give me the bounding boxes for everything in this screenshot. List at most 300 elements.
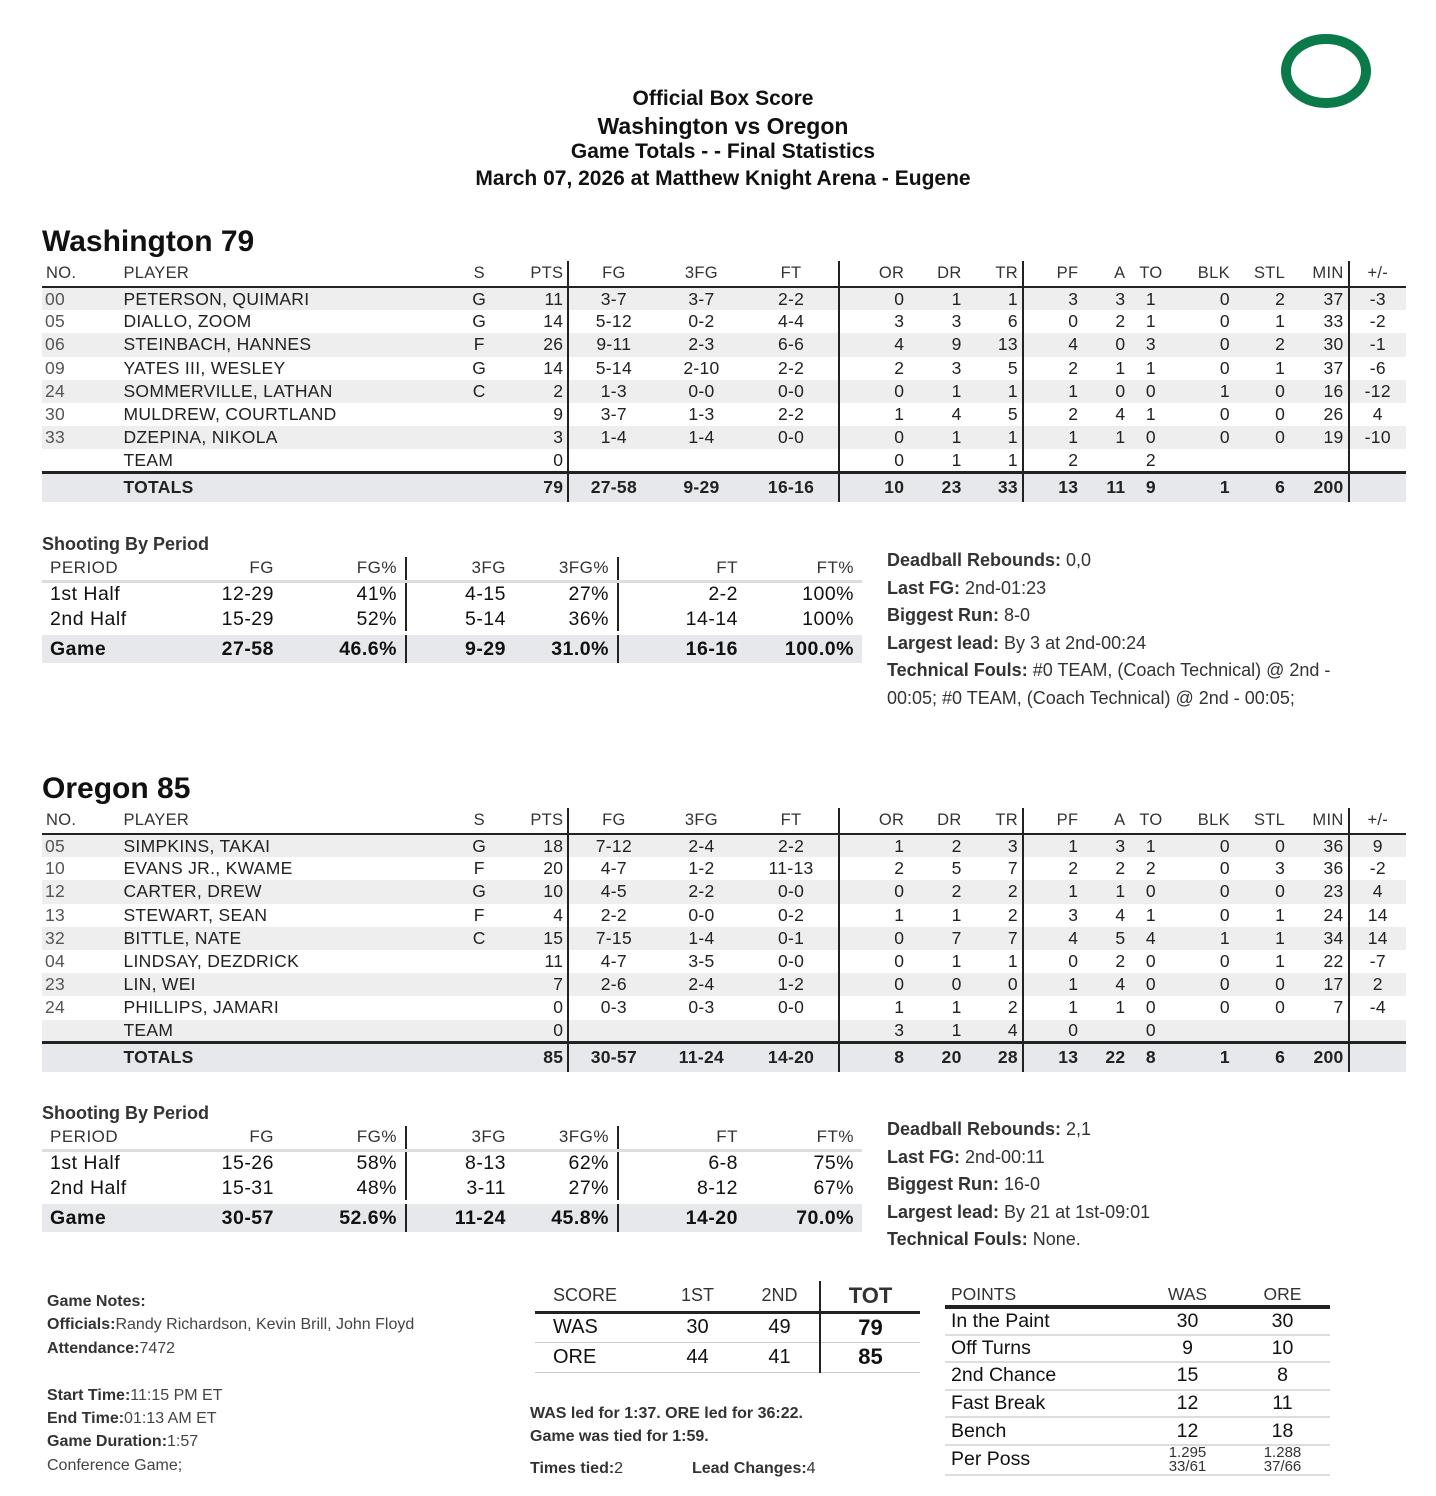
stat-cell: 0: [839, 287, 909, 310]
stat-cell: TEAM: [103, 1020, 441, 1043]
stat-cell: -2: [1369, 311, 1386, 332]
points-cell: 18: [1235, 1417, 1330, 1445]
stat-cell: 26: [1289, 403, 1348, 426]
points-cell: 12: [1140, 1417, 1235, 1445]
stat-cell: 1-2: [744, 973, 838, 996]
stat-cell: SOMMERVILLE, LATHAN: [103, 380, 441, 403]
stat-cell: 18: [517, 834, 568, 857]
totals-cell: 10: [839, 473, 909, 502]
team-title-washington: Washington 79: [42, 225, 255, 258]
shooting-cell: 41%: [282, 581, 406, 607]
stat-cell: 0: [1234, 426, 1289, 449]
stat-cell: F: [473, 858, 485, 879]
shooting-cell: 12-29: [221, 583, 274, 606]
stat-cell: 30: [45, 404, 66, 425]
game-note-label: Attendance:: [47, 1339, 140, 1357]
shooting-game-cell: 14-20: [618, 1202, 746, 1232]
player-row: [42, 996, 1406, 1019]
stat-cell: 3: [1129, 333, 1172, 356]
col-header: OR: [839, 808, 909, 834]
stat-cell: [658, 1020, 744, 1043]
score-header-row: [535, 1281, 920, 1312]
shooting-cell: 8-12: [696, 1176, 738, 1199]
box-score-oregon: [42, 808, 1406, 1072]
player-row: [42, 310, 1406, 333]
stat-cell: 17: [1289, 973, 1348, 996]
stat-cell: [1172, 449, 1233, 472]
stat-cell: 11: [517, 287, 568, 310]
score-row: [535, 1312, 920, 1342]
stat-cell: [1349, 449, 1406, 472]
stat-cell: 1: [1145, 904, 1156, 925]
stat-cell: 0: [1219, 357, 1230, 378]
points-cell: 12: [1140, 1390, 1235, 1418]
stat-cell: 6: [966, 310, 1023, 333]
points-cell: 30: [1235, 1307, 1330, 1335]
points-row-per-poss: [945, 1445, 1330, 1475]
stat-cell: 1: [839, 834, 909, 857]
note-value: 8-0: [999, 605, 1031, 625]
player-row: [42, 287, 1406, 310]
team-note: [887, 1226, 1377, 1254]
shooting-header-row: [42, 1126, 862, 1150]
stat-cell: 2-6: [568, 973, 658, 996]
stat-cell: [42, 1020, 103, 1043]
game-note-value: Conference Game;: [47, 1456, 183, 1474]
stat-cell: STEWART, SEAN: [123, 904, 268, 925]
stat-cell: 0: [1172, 973, 1233, 996]
stat-cell: 0-0: [744, 426, 838, 449]
per-poss-was: 1.295: [1168, 1443, 1207, 1461]
team-note: [887, 1144, 1377, 1172]
stat-cell: 1: [1129, 834, 1172, 857]
shooting-col-header: FG%: [282, 557, 406, 581]
game-note: [47, 1290, 414, 1313]
stat-cell: 0-2: [688, 311, 715, 332]
note-value: 0,0: [1061, 550, 1092, 570]
stat-cell: 0: [839, 880, 909, 903]
stat-cell: [1234, 1020, 1289, 1043]
stat-cell: 10: [45, 858, 66, 879]
game-note: [47, 1360, 414, 1383]
player-row: [42, 880, 1406, 903]
shooting-label-washington: Shooting By Period: [42, 534, 210, 554]
totals-cell: 200: [1289, 1043, 1348, 1072]
stat-cell: G: [441, 834, 517, 857]
col-header: BLK: [1172, 261, 1233, 287]
stat-cell: 0: [1234, 880, 1289, 903]
shooting-col-header: FT: [618, 557, 746, 581]
player-row: [42, 857, 1406, 880]
stat-cell: 1-4: [568, 426, 658, 449]
shooting-game-cell: 11-24: [406, 1202, 514, 1232]
header-line4: March 07, 2026 at Matthew Knight Arena - Eugene: [475, 166, 971, 190]
stat-cell: 3: [517, 426, 568, 449]
totals-row: [42, 473, 1406, 502]
stat-cell: 0: [1172, 333, 1233, 356]
stat-cell: 9: [1349, 834, 1406, 857]
points-cell: 30: [1140, 1307, 1235, 1335]
points-cell: Fast Break: [945, 1390, 1140, 1418]
stat-cell: CARTER, DREW: [103, 880, 441, 903]
stat-cell: 2: [1145, 858, 1156, 879]
stat-cell: 4-5: [568, 880, 658, 903]
stat-cell: 4: [517, 904, 568, 927]
stat-cell: 3: [839, 1020, 909, 1043]
col-header: PLAYER: [103, 808, 441, 834]
stat-cell: 2: [908, 834, 965, 857]
stat-cell: 3: [1068, 904, 1079, 925]
stat-cell: 4: [951, 404, 962, 425]
stat-cell: 12: [42, 880, 103, 903]
stat-cell: 1: [1115, 357, 1126, 378]
col-header: TR: [966, 808, 1023, 834]
shooting-game-cell: 9-29: [406, 633, 514, 663]
stat-cell: PHILLIPS, JAMARI: [123, 997, 279, 1018]
points-row: [945, 1417, 1330, 1445]
stat-cell: 2: [908, 880, 965, 903]
note-label: Largest lead:: [887, 632, 1000, 653]
stat-cell: [441, 449, 517, 472]
stat-cell: 0: [1275, 404, 1286, 425]
game-note-label: Officials:: [47, 1316, 116, 1334]
points-row: [945, 1335, 1330, 1363]
totals-cell: 79: [517, 473, 568, 502]
shooting-cell: 3-11: [466, 1176, 506, 1199]
box-header-row: [42, 261, 1406, 287]
stat-cell: 2: [1115, 311, 1126, 332]
stat-cell: 3-7: [568, 287, 658, 310]
stat-cell: [441, 950, 517, 973]
stat-cell: 2: [894, 357, 905, 378]
game-note: [47, 1454, 414, 1477]
shooting-cell: 100%: [802, 607, 854, 630]
shooting-game-cell: 70.0%: [746, 1202, 862, 1232]
stat-cell: 0-0: [744, 380, 838, 403]
stat-cell: -6: [1369, 357, 1386, 378]
col-header: STL: [1234, 808, 1289, 834]
stat-cell: 2-2: [744, 357, 838, 380]
stat-cell: 2: [1068, 404, 1079, 425]
stat-cell: 1: [1145, 311, 1156, 332]
stat-cell: EVANS JR., KWAME: [123, 858, 293, 879]
stat-cell: 0: [1275, 997, 1286, 1018]
shooting-cell: 100%: [802, 583, 854, 606]
game-note: [47, 1407, 414, 1430]
team-note: [887, 1171, 1377, 1199]
totals-cell: 13: [1023, 473, 1082, 502]
totals-cell: [1349, 473, 1406, 502]
header-line3: Game Totals - - Final Statistics: [570, 140, 876, 163]
stat-cell: 0-1: [744, 927, 838, 950]
stat-cell: 2: [1145, 449, 1156, 470]
stat-cell: G: [441, 880, 517, 903]
score-by-period: [535, 1281, 920, 1373]
totals-cell: 23: [908, 473, 965, 502]
stat-cell: 34: [1289, 927, 1348, 950]
stat-cell: 14: [1349, 927, 1406, 950]
totals-cell: 33: [966, 473, 1023, 502]
stat-cell: 15: [517, 927, 568, 950]
stat-cell: 1: [1275, 904, 1286, 925]
stat-cell: 1: [894, 904, 905, 925]
points-cell: 11: [1235, 1390, 1330, 1418]
stat-cell: 1: [951, 449, 962, 470]
points-row: [945, 1307, 1330, 1335]
stat-cell: 7: [517, 973, 568, 996]
player-row: [42, 333, 1406, 356]
stat-cell: G: [441, 287, 517, 310]
stat-cell: 4-7: [600, 858, 627, 879]
header-matchup: Washington vs Oregon: [597, 112, 849, 139]
score-cell: 44: [655, 1342, 740, 1372]
note-label: Largest lead:: [887, 1201, 1000, 1222]
points-cell: 10: [1235, 1335, 1330, 1363]
stat-cell: 22: [1289, 950, 1348, 973]
shooting-cell: 27%: [514, 581, 618, 607]
stat-cell: 3: [1082, 287, 1129, 310]
stat-cell: 36: [1289, 857, 1348, 880]
stat-cell: 7: [966, 857, 1023, 880]
stat-cell: 0: [908, 973, 965, 996]
stat-cell: 24: [1289, 904, 1348, 927]
col-header: DR: [908, 808, 965, 834]
points-col-header: ORE: [1235, 1283, 1330, 1307]
stat-cell: 1: [1172, 380, 1233, 403]
stat-cell: 0: [1129, 973, 1172, 996]
shooting-by-period-washington: [42, 557, 862, 663]
col-header: A: [1082, 261, 1129, 287]
game-note-value: 7472: [139, 1339, 176, 1357]
totals-cell: 11-24: [658, 1043, 744, 1072]
stat-cell: 26: [517, 333, 568, 356]
stat-cell: 4: [1115, 904, 1126, 925]
points-breakdown: [945, 1283, 1330, 1476]
player-row: [42, 1020, 1406, 1043]
stat-cell: 06: [42, 333, 103, 356]
col-header: S: [441, 808, 517, 834]
note-label: Last FG:: [887, 1146, 961, 1167]
points-row: [945, 1390, 1330, 1418]
stat-cell: 24: [45, 997, 66, 1018]
score-col-header: TOT: [820, 1281, 920, 1312]
stat-cell: [441, 973, 517, 996]
score-cell: 85: [820, 1342, 920, 1372]
col-header: 3FG: [658, 808, 744, 834]
stat-cell: 0: [1023, 1020, 1082, 1043]
stat-cell: 37: [1289, 357, 1348, 380]
stat-cell: BITTLE, NATE: [103, 927, 441, 950]
shooting-label-oregon: Shooting By Period: [42, 1103, 210, 1123]
shooting-col-header: PERIOD: [42, 1126, 172, 1150]
stat-cell: 14: [517, 357, 568, 380]
stat-cell: 2: [966, 904, 1023, 927]
stat-cell: 2-2: [744, 834, 838, 857]
totals-cell: 1: [1172, 473, 1233, 502]
shooting-cell: 6-8: [708, 1152, 738, 1175]
team-note: [887, 1199, 1377, 1227]
stat-cell: [42, 449, 103, 472]
shooting-cell: 15-31: [221, 1176, 274, 1199]
stat-cell: 4: [839, 333, 909, 356]
totals-cell: 9: [1129, 473, 1172, 502]
stat-cell: 5: [966, 357, 1023, 380]
stat-cell: 9: [908, 333, 965, 356]
shooting-header-row: [42, 557, 862, 581]
team-note: [887, 630, 1377, 658]
score-cell: 49: [740, 1312, 820, 1342]
stat-cell: 3: [1023, 287, 1082, 310]
stat-cell: 0: [517, 996, 568, 1019]
game-notes: [47, 1290, 414, 1477]
team-notes-oregon: [887, 1116, 1377, 1254]
shooting-game-cell: 16-16: [618, 633, 746, 663]
points-row: [945, 1362, 1330, 1390]
totals-cell: [1349, 1043, 1406, 1072]
stat-cell: 1: [1145, 357, 1156, 378]
col-header: FG: [568, 261, 658, 287]
stat-cell: 4: [1082, 973, 1129, 996]
note-label: Technical Fouls:: [887, 1229, 1028, 1249]
totals-cell: [42, 1043, 103, 1072]
stat-cell: 5: [951, 858, 962, 879]
stat-cell: 1: [1023, 380, 1082, 403]
stat-cell: 1: [1023, 426, 1082, 449]
note-label: Deadball Rebounds:: [887, 1119, 1062, 1139]
stat-cell: 2: [1068, 357, 1079, 378]
stat-cell: 0: [1172, 426, 1233, 449]
stat-cell: [568, 449, 658, 472]
stat-cell: 4: [1023, 333, 1082, 356]
stat-cell: 05: [42, 834, 103, 857]
totals-cell: 22: [1082, 1043, 1129, 1072]
stat-cell: 2: [1349, 973, 1406, 996]
col-header: S: [441, 261, 517, 287]
stat-cell: [441, 1020, 517, 1043]
stat-cell: 3-7: [658, 287, 744, 310]
stat-cell: 2: [1068, 449, 1079, 470]
shooting-game-cell: 52.6%: [282, 1202, 406, 1232]
stat-cell: 7-15: [568, 927, 658, 950]
stat-cell: 1: [908, 426, 965, 449]
shooting-cell: 15-29: [221, 607, 274, 630]
per-poss-ore-ratio: 37/66: [1263, 1457, 1302, 1475]
shooting-col-header: FG%: [282, 1126, 406, 1150]
points-cell: [1140, 1445, 1235, 1475]
stat-cell: 0: [1145, 997, 1156, 1018]
stat-cell: 6-6: [744, 333, 838, 356]
stat-cell: 37: [1289, 287, 1348, 310]
lead-changes-label: Lead Changes:: [691, 1460, 807, 1477]
col-header: OR: [839, 261, 909, 287]
shooting-by-period-oregon: [42, 1126, 862, 1232]
stat-cell: 2: [966, 996, 1023, 1019]
stat-cell: 23: [42, 973, 103, 996]
header-line1: Official Box Score: [632, 87, 814, 110]
shooting-cell: 36%: [514, 607, 618, 633]
stat-cell: 1: [1129, 287, 1172, 310]
shooting-row: [42, 581, 862, 607]
stat-cell: 0-0: [688, 904, 715, 925]
stat-cell: STEINBACH, HANNES: [103, 333, 441, 356]
stat-cell: 00: [42, 287, 103, 310]
note-label: Deadball Rebounds:: [887, 550, 1062, 570]
times-tied-label: Times tied:: [530, 1460, 615, 1477]
stat-cell: 4-4: [744, 310, 838, 333]
stat-cell: 0: [894, 449, 905, 470]
shooting-cell: 14-14: [685, 607, 738, 630]
score-cell: WAS: [535, 1312, 655, 1342]
game-note-label: Start Time:: [47, 1386, 131, 1404]
totals-cell: [42, 473, 103, 502]
shooting-game-cell: 100.0%: [746, 633, 862, 663]
note-label: Biggest Run:: [887, 1174, 999, 1194]
note-value: By 3 at 2nd-00:24: [999, 632, 1147, 653]
stat-cell: -4: [1369, 997, 1386, 1018]
stat-cell: [1234, 449, 1289, 472]
game-note: [47, 1313, 414, 1336]
stat-cell: 0: [1129, 880, 1172, 903]
stat-cell: 13: [45, 904, 66, 925]
stat-cell: 1: [951, 951, 962, 972]
stat-cell: 4-7: [600, 951, 627, 972]
stat-cell: DZEPINA, NIKOLA: [103, 426, 441, 449]
stat-cell: 2-2: [658, 880, 744, 903]
totals-cell: 85: [517, 1043, 568, 1072]
col-header: FG: [568, 808, 658, 834]
player-rows: [42, 834, 1406, 1072]
game-note-value: Randy Richardson, Kevin Brill, John Floyd: [115, 1316, 415, 1334]
note-value: 2nd-01:23: [960, 577, 1047, 598]
stat-cell: 1: [966, 426, 1023, 449]
stat-cell: 24: [42, 380, 103, 403]
player-row: [42, 973, 1406, 996]
stat-cell: 2-10: [683, 357, 720, 378]
score-row: [535, 1342, 920, 1372]
tied-summary: Game was tied for 1:59.: [530, 1428, 709, 1445]
box-header: [42, 261, 1406, 287]
stat-cell: 1-3: [688, 404, 715, 425]
stat-cell: 1: [908, 1020, 965, 1043]
col-header: +/-: [1349, 261, 1406, 287]
col-header: PTS: [517, 808, 568, 834]
team-note: [887, 575, 1377, 603]
stat-cell: 2: [894, 858, 905, 879]
totals-cell: 6: [1234, 1043, 1289, 1072]
stat-cell: 0: [1129, 380, 1172, 403]
stat-cell: 0: [966, 973, 1023, 996]
stat-cell: C: [441, 927, 517, 950]
lead-changes-value: 4: [806, 1460, 816, 1477]
box-header-row: [42, 808, 1406, 834]
col-header: A: [1082, 808, 1129, 834]
stat-cell: [1172, 1020, 1233, 1043]
stat-cell: SIMPKINS, TAKAI: [103, 834, 441, 857]
stat-cell: [441, 426, 517, 449]
stat-cell: 13: [966, 333, 1023, 356]
stat-cell: 2: [1234, 333, 1289, 356]
shooting-col-header: 3FG%: [514, 1126, 618, 1150]
shooting-col-header: FT%: [746, 557, 862, 581]
stat-cell: 5: [966, 403, 1023, 426]
stat-cell: 4: [1129, 927, 1172, 950]
team-note: [887, 547, 1377, 575]
points-cell: Per Poss: [945, 1445, 1140, 1475]
game-note-label: End Time:: [47, 1410, 125, 1428]
stat-cell: 0: [1068, 311, 1079, 332]
score-cell: ORE: [535, 1342, 655, 1372]
shooting-col-header: FG: [172, 1126, 282, 1150]
